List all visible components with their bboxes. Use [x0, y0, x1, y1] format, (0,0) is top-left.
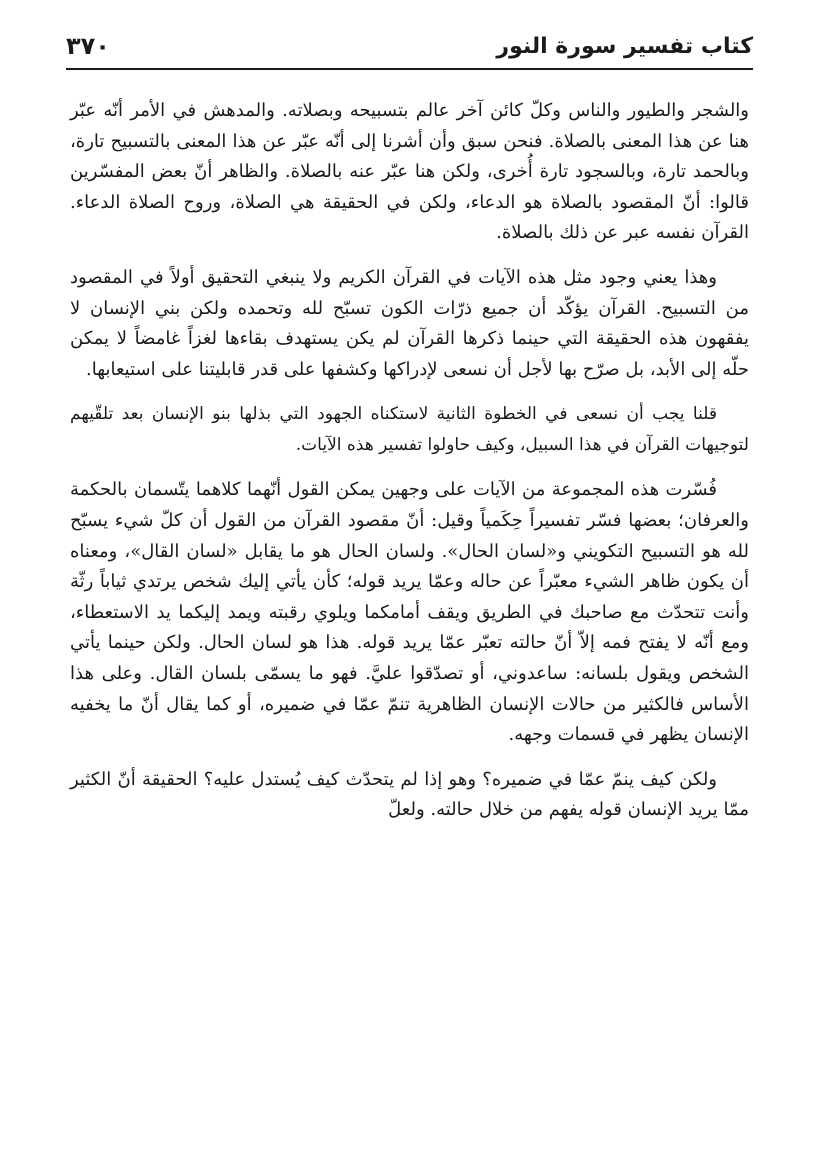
paragraph-1: والشجر والطيور والناس وكلّ كائن آخر عالم بتسبيحه وبصلاته. والمدهش في الأمر أنّه عبّر هنا عن هذا المعنى بالصلاة. فنحن سبق وأن أشرنا إلى أنّه عبّر عن هذا المعنى بالتسبيح تارة، وبالحمد تارة، وبالسجود تارة أُخرى، ولكن هنا عبّر عنه بالصلاة. والظاهر أنّ بعض المفسّرين قالوا: أنّ المقصود بالصلاة هو الدعاء، ولكن في الحقيقة هي الصلاة، وروح الصلاة الدعاء. القرآن نفسه عبر عن ذلك بالصلاة.: [70, 100, 749, 244]
paragraph-3: قلنا يجب أن نسعى في الخطوة الثانية لاستكناه الجهود التي بذلها بنو الإنسان بعد تلقّيهم لتوجيهات القرآن في هذا السبيل، وكيف حاولوا تفسير هذه الآيات.: [70, 404, 749, 456]
header-divider: [66, 68, 753, 70]
paragraph-4: فُسّرت هذه المجموعة من الآيات على وجهين يمكن القول أنّهما كلاهما يتّسمان بالحكمة والعرفان؛ بعضها فسّر تفسيراً حِكَمياً وقيل: أنّ مقصود القرآن من القول أن كلّ شيء يسبّح لله هو التسبيح التكويني و«لسان الحال». ولسان الحال هو ما يقابل «لسان القال»، ومعناه أن يكون ظاهر الشيء معبّراً عن حاله وعمّا يريد قوله؛ كأن يأتي إليك شخص يرتدي ثياباً رثّة وأنت تتحدّث مع صاحبك في الطريق ويقف أمامكما ويلوي رقبته ويمد إليكما يد الاستعطاء، ومع أنّه لا يفتح فمه إلاّ أنّ حالته تعبّر عمّا يريد قوله. هذا هو لسان الحال. ولكن حينما يأتي الشخص ويقول بلسانه: ساعدوني، أو تصدّقوا عليَّ. فهو ما يسمّى بلسان القال. وعلى هذا الأساس فالكثير من حالات الإنسان الظاهرية تنمّ عمّا في ضميره، أو كما يقال أنّ ما يخفيه الإنسان يظهر في قسمات وجهه.: [70, 479, 749, 746]
page-body: [70, 96, 749, 840]
paragraph-2: وهذا يعني وجود مثل هذه الآيات في القرآن الكريم ولا ينبغي التحقيق أولاً في المقصود من التسبيح. القرآن يؤكّد أن جميع ذرّات الكون تسبّح لله وتحمده ولكن بني الإنسان لا يفقهون هذه الحقيقة التي حينما ذكرها القرآن لم يكن يستهدف بقاءها لغزاً غامضاً لا يمكن حلّه إلى الأبد، بل صرّح بها لأجل أن نسعى لإدراكها وكشفها على قدر قابليتنا على استيعابها.: [70, 266, 749, 380]
paragraph-5: ولكن كيف ينمّ عمّا في ضميره؟ وهو إذا لم يتحدّث كيف يُستدل عليه؟ الحقيقة أنّ الكثير ممّا يريد الإنسان قوله يفهم من خلال حالته. ولعلّ: [70, 768, 749, 821]
page-number: ٣٧٠: [66, 32, 110, 60]
page-header: [66, 28, 753, 64]
running-title: كتاب تفسير سورة النور: [496, 33, 753, 59]
